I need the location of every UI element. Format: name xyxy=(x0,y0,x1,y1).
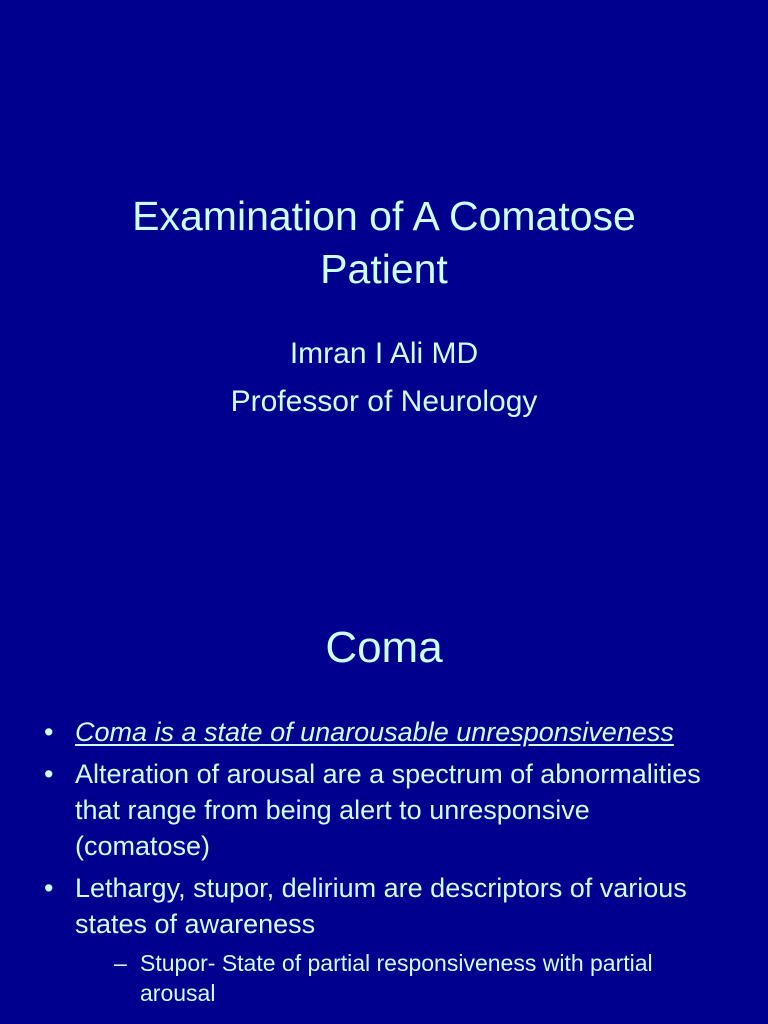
title-line-1: Examination of A Comatose xyxy=(132,193,636,239)
bullet-item xyxy=(0,714,768,750)
bullet-item xyxy=(0,756,768,864)
title-line-2: Patient xyxy=(320,246,448,292)
bullet-text: Alteration of arousal are a spectrum of abnormalities that range from being alert to unresponsive (comatose) xyxy=(75,759,701,861)
bullet-marker: • xyxy=(44,759,54,789)
sub-bullet-text: Stupor- State of partial responsiveness with partial arousal xyxy=(140,950,653,1006)
author-name: Imran I Ali MD xyxy=(289,337,479,370)
bullet-marker: • xyxy=(44,717,54,747)
bullet-marker: • xyxy=(44,873,54,903)
bullet-list xyxy=(0,714,768,1008)
sub-bullet-marker: – xyxy=(114,950,127,976)
bullet-text: Coma is a state of unarousable unresponsiveness xyxy=(75,717,674,747)
bullet-text: Lethargy, stupor, delirium are descriptors of various states of awareness xyxy=(75,873,687,939)
presentation-title xyxy=(40,190,728,296)
author-affiliation: Professor of Neurology xyxy=(230,385,538,418)
bullet-item xyxy=(0,870,768,942)
sub-bullet-item xyxy=(0,948,768,1008)
slide-title: Coma xyxy=(325,623,443,672)
